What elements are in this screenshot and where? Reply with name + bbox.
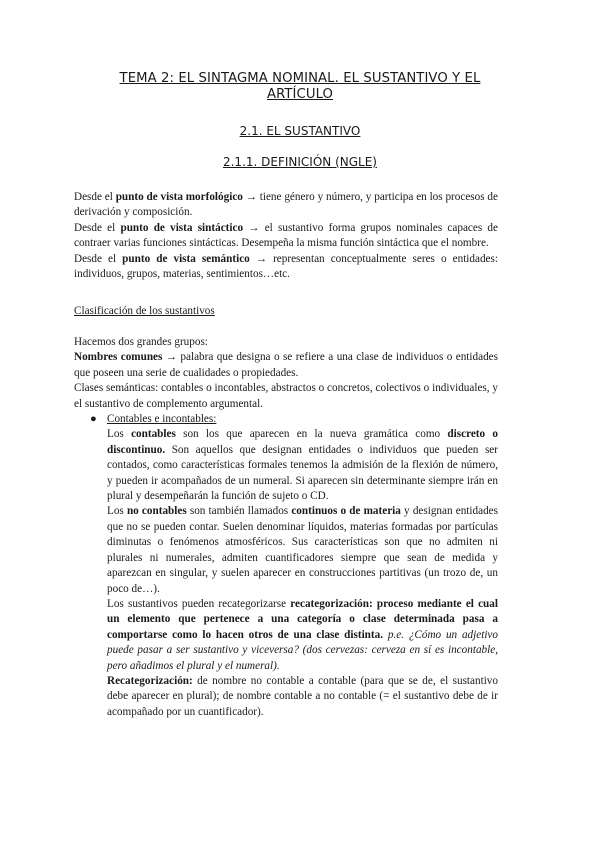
classification-intro: Hacemos dos grandes grupos: [74, 336, 208, 348]
syntactic-definition: Desde el punto de vista sintáctico → el sustantivo forma grupos nominales capaces de contraer varias funciones sintácticas. Desempeña la misma función sintáctica que el nombre. [74, 221, 498, 250]
semantic-classes: Clases semánticas: contables o incontables, abstractos o concretos, colectivos o individuales, y el sustantivo de complemento argumental. [74, 382, 498, 410]
term-syntactic: punto de vista sintáctico [120, 221, 244, 234]
document-title [70, 71, 530, 103]
countable-paragraph: Los contables son los que aparecen en la nueva gramática como discreto o discontinuo. Son aquellos que designan entidades o individuos que pueden ser contados, como características formales tenemos la admisión de la flexión de número, y pueden ir acompañados de un numeral. Si aparecen sin determinante siempre irán en plural y desempeñarán la función de sujeto o CD. [107, 428, 498, 503]
section-heading: 2.1. EL SUSTANTIVO [239, 124, 361, 138]
morphological-definition: Desde el punto de vista morfológico → tiene género y número, y participa en los procesos de derivación y composición. [74, 191, 498, 219]
definitions-block [74, 190, 498, 282]
subsection-heading: 2.1.1. DEFINICIÓN (NGLE) [222, 155, 377, 169]
recategorization-paragraph: Los sustantivos pueden recategorizarse recategorización: proceso mediante el cual un elemento que pertenece a una categoría o clase determinada pasa a comportarse como lo hacen otros de una clase distinta. p.e. ¿Cómo un adjetivo puede pasar a ser sustantivo y viceversa? (dos cervezas: cerveza en sí es incontable, pero añadimos el plural y el numeral). [107, 597, 498, 672]
title-line-1: TEMA 2: EL SINTAGMA NOMINAL. EL SUSTANTIVO Y EL [119, 71, 481, 86]
bullet-marker: ● [90, 413, 97, 426]
bullet-label-row [90, 412, 498, 427]
bullet-countable [90, 412, 498, 720]
term-morphological: punto de vista morfológico [115, 191, 243, 203]
semantic-definition: Desde el punto de vista semántico → representan conceptualmente seres o entidades: individuos, grupos, materias, sentimientos…etc. [74, 252, 498, 281]
term-common-nouns: Nombres comunes [74, 351, 163, 364]
bullet-label: Contables e incontables: [107, 413, 217, 426]
common-nouns-definition: Nombres comunes → palabra que designa o se refiere a una clase de individuos o entidades que poseen una serie de cualidades o propiedades. [74, 351, 498, 379]
title-line-2: ARTÍCULO [266, 87, 334, 102]
term-semantic: punto de vista semántico [122, 252, 250, 265]
classification-block [74, 335, 498, 720]
uncountable-paragraph: Los no contables son también llamados continuos o de materia y designan entidades que no se pueden contar. Suelen denominar líquidos, materias formadas por partículas diminutas o fenómenos atmosféricos. Sus características son que no admiten ni plurales ni numerales, admiten cuantificadores siempre que sean de medida y aparezcan en singular, y suelen aparecer en construcciones partitivas (un trozo de, un poco de…). [107, 505, 498, 595]
classification-heading: Clasificación de los sustantivos [74, 305, 215, 317]
recategorization-note: Recategorización: de nombre no contable a contable (para que se de, el sustantivo debe aparecer en plural); de nombre contable a no contable (= el sustantivo debe de ir acompañado por un cuantificador). [107, 674, 498, 718]
